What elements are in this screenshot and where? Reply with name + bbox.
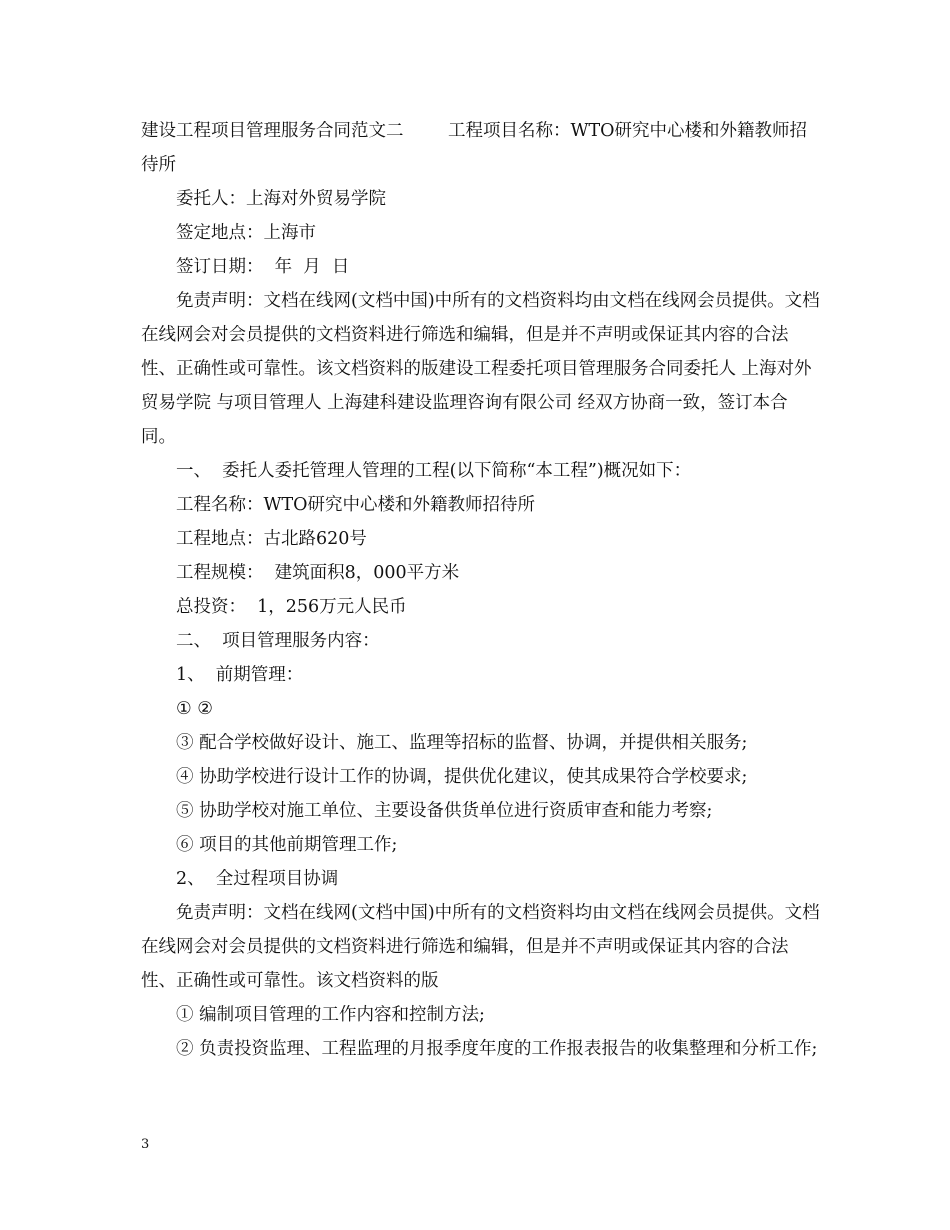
subsection-preliminary-heading: 1、 前期管理：	[176, 665, 304, 685]
section-one-heading: 一、 委托人委托管理人管理的工程(以下简称“本工程”)概况如下：	[176, 461, 692, 481]
disclaimer-paragraph: 免责声明：文档在线网(文档中国)中所有的文档资料均由文档在线网会员提供。文档在线网会对会员提供的文档资料进行筛选和编辑，但是并不声明或保证其内容的合法性、正确性或可靠性。该文档资料的版	[141, 903, 820, 991]
page-number: 3	[141, 1137, 150, 1152]
list-item: ③ 配合学校做好设计、施工、监理等招标的监督、协调，并提供相关服务;	[176, 733, 748, 753]
section-two-heading: 二、 项目管理服务内容：	[176, 631, 380, 651]
list-item: ⑥ 项目的其他前期管理工作;	[176, 835, 398, 855]
disclaimer-paragraph: 免责声明：文档在线网(文档中国)中所有的文档资料均由文档在线网会员提供。文档在线网会对会员提供的文档资料进行筛选和编辑，但是并不声明或保证其内容的合法性、正确性或可靠性。该文档资料的版建设工程委托项目管理服务合同委托人 上海对外贸易学院 与项目管理人 上海建科建设监理咨询有限公司 经双方协商一致，签订本合同。	[141, 291, 820, 447]
client-line: 委托人：上海对外贸易学院	[176, 189, 386, 209]
project-location-line: 工程地点：古北路620号	[176, 529, 367, 549]
document-title-line: 建设工程项目管理服务合同范文二 工程项目名称：WTO研究中心楼和外籍教师招待所	[141, 121, 808, 175]
list-item: ⑤ 协助学校对施工单位、主要设备供货单位进行资质审查和能力考察;	[176, 801, 713, 821]
project-scale-line: 工程规模： 建筑面积8，000平方米	[176, 563, 460, 583]
document-body	[141, 114, 821, 1066]
signing-place-line: 签定地点：上海市	[176, 223, 316, 243]
list-item: ① ②	[176, 699, 213, 719]
list-item: ④ 协助学校进行设计工作的协调，提供优化建议，使其成果符合学校要求;	[176, 767, 748, 787]
list-item: ② 负责投资监理、工程监理的月报季度年度的工作报表报告的收集整理和分析工作;	[176, 1039, 818, 1059]
subsection-coordination-heading: 2、 全过程项目协调	[176, 869, 339, 889]
project-name-line: 工程名称：WTO研究中心楼和外籍教师招待所	[176, 495, 536, 515]
total-investment-line: 总投资： 1，256万元人民币	[176, 597, 407, 617]
signing-date-line: 签订日期： 年 月 日	[176, 257, 350, 277]
list-item: ① 编制项目管理的工作内容和控制方法;	[176, 1005, 485, 1025]
